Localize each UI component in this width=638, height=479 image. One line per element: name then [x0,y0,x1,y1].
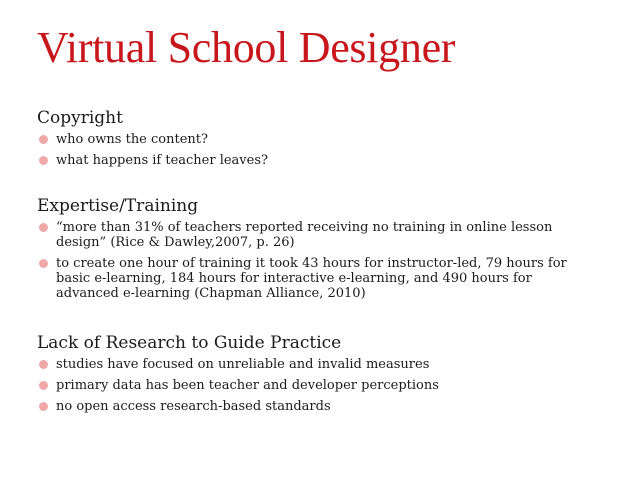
section-heading: Expertise/Training [37,196,199,216]
section-expertise-training [37,195,597,307]
bullet-item [37,220,597,250]
section-research [37,332,597,420]
bullet-item [37,153,597,168]
bullet-dot-icon [39,135,48,144]
bullet-item [37,378,597,393]
bullet-text: to create one hour of training it took 43 hours for instructor-led, 79 hours for basic e-learning, 184 hours for interactive e-learning, and 490 hours for advanced e-learning (Chapman Alliance, 2010) [56,256,567,301]
bullet-text: what happens if teacher leaves? [56,153,268,168]
slide-title: Virtual School Designer [37,23,456,72]
bullet-list [37,132,597,168]
bullet-dot-icon [39,381,48,390]
bullet-item [37,357,597,372]
bullet-text: who owns the content? [56,132,208,147]
bullet-text: primary data has been teacher and developer perceptions [56,378,439,393]
bullet-dot-icon [39,259,48,268]
bullet-dot-icon [39,223,48,232]
bullet-item [37,132,597,147]
bullet-item [37,399,597,414]
bullet-dot-icon [39,156,48,165]
bullet-item [37,256,597,301]
bullet-dot-icon [39,360,48,369]
bullet-text: “more than 31% of teachers reported receiving no training in online lesson design” (Rice & Dawley,2007, p. 26) [56,220,553,250]
bullet-text: studies have focused on unreliable and invalid measures [56,357,430,372]
bullet-dot-icon [39,402,48,411]
bullet-list [37,220,597,301]
bullet-list [37,357,597,414]
bullet-text: no open access research-based standards [56,399,331,414]
section-heading: Copyright [37,108,123,128]
section-heading: Lack of Research to Guide Practice [37,333,342,353]
section-copyright [37,107,597,174]
